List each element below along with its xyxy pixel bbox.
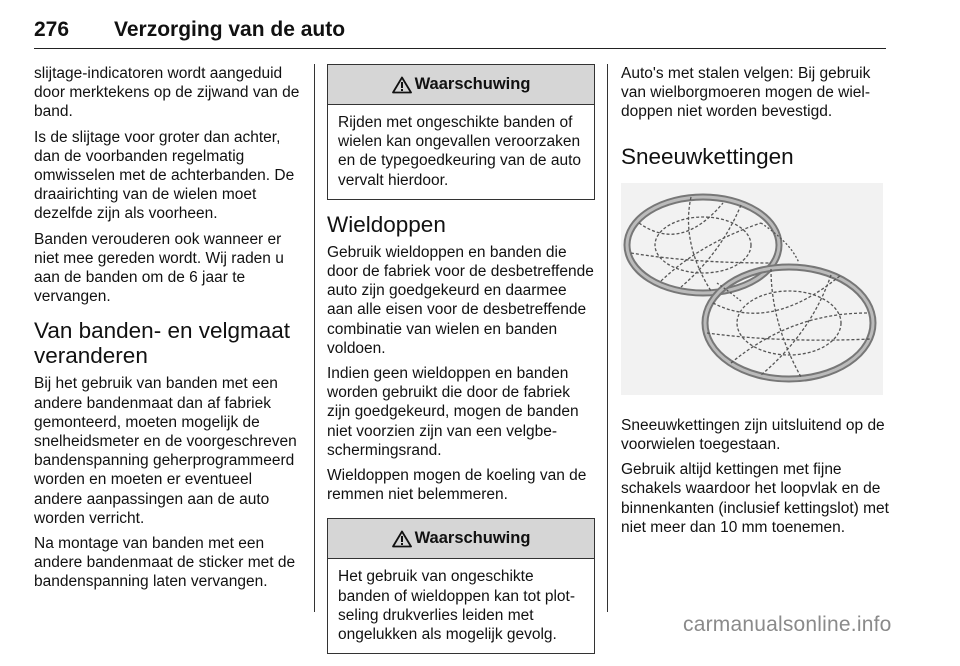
- paragraph: Gebruik wieldoppen en banden die door de fabriek voor de desbetreffende auto zijn goedgekeurd en daarmee aan alle eisen voor de desbetreffende combinatie van wielen en banden voldoen.: [327, 243, 594, 357]
- paragraph: Sneeuwkettingen zijn uitsluitend op de voorwielen toegestaan.: [621, 416, 885, 454]
- paragraph: Bij het gebruik van banden met een andere bandenmaat dan af fabriek gemonteerd, moeten mogelijk de snelheidsmeter en de voorgeschreven bandenspanning geherprogrammeerd worden en moeten er eventueel andere aanpassingen aan de auto worden verricht.: [34, 375, 297, 527]
- warning-title: Waarschuwing: [414, 74, 531, 93]
- column-left: [34, 64, 304, 598]
- section-heading-tire-size: Van banden- en velgmaat veranderen: [34, 318, 291, 369]
- warning-triangle-icon: [392, 530, 412, 548]
- warning-triangle-icon: [392, 76, 412, 94]
- warning-box: [327, 64, 595, 200]
- warning-body: [328, 559, 594, 653]
- paragraph: Indien geen wieldoppen en banden worden gebruikt die door de fabriek zijn goedgekeurd, mogen de banden niet voorzien zijn van een velgbeschermingsrand.: [327, 365, 579, 459]
- warning-box: [327, 518, 595, 654]
- paragraph: Na montage van banden met een andere bandenmaat de sticker met de bandenspanning laten vervangen.: [34, 535, 296, 591]
- warning-text: Rijden met ongeschikte banden of wielen kan ongevallen veroorzaken en de typegoedkeuring van de auto vervalt hierdoor.: [338, 114, 582, 189]
- page-header: [34, 10, 886, 49]
- paragraph: Banden verouderen ook wanneer er niet mee gereden wordt. Wij raden u aan de banden om de 6 jaar te vervangen.: [34, 230, 284, 306]
- column-right: [621, 64, 889, 543]
- warning-title: Waarschuwing: [414, 529, 531, 548]
- column-middle: [327, 64, 595, 666]
- paragraph: Wieldoppen mogen de koeling van de remmen niet belemmeren.: [327, 467, 587, 504]
- warning-text: Het gebruik van ongeschikte banden of wieldoppen kan tot plotseling drukverlies leiden met ongelukken als mogelijk gevolg.: [338, 568, 575, 644]
- page-number: 276: [34, 18, 70, 41]
- paragraph: Auto's met stalen velgen: Bij gebruik van wielborgmoeren mogen de wieldoppen niet worden bevestigd.: [621, 65, 871, 121]
- warning-header: [328, 519, 594, 559]
- warning-body: [328, 105, 594, 199]
- section-heading-hubcaps: Wieldoppen: [327, 211, 446, 237]
- paragraph: Gebruik altijd kettingen met fijne schakels waardoor het loopvlak en de binnenkanten (inclusief kettingslot) met niet meer dan 10 mm toenemen.: [621, 461, 889, 536]
- page-title: Verzorging van de auto: [114, 18, 346, 41]
- column-divider: [314, 64, 315, 612]
- paragraph: Is de slijtage voor groter dan achter, dan de voorbanden regelmatig omwisselen met de achterbanden. De draairichting van de wielen moet dezelfde zijn als voorheen.: [34, 128, 295, 223]
- section-heading-snow-chains: Sneeuwkettingen: [621, 143, 794, 169]
- watermark: carmanualsonline.info: [683, 613, 892, 636]
- snow-chains-illustration: [621, 183, 883, 395]
- column-divider: [607, 64, 608, 612]
- warning-header: [328, 65, 594, 105]
- paragraph: slijtage-indicatoren wordt aangeduid door merktekens op de zijwand van de band.: [34, 65, 300, 121]
